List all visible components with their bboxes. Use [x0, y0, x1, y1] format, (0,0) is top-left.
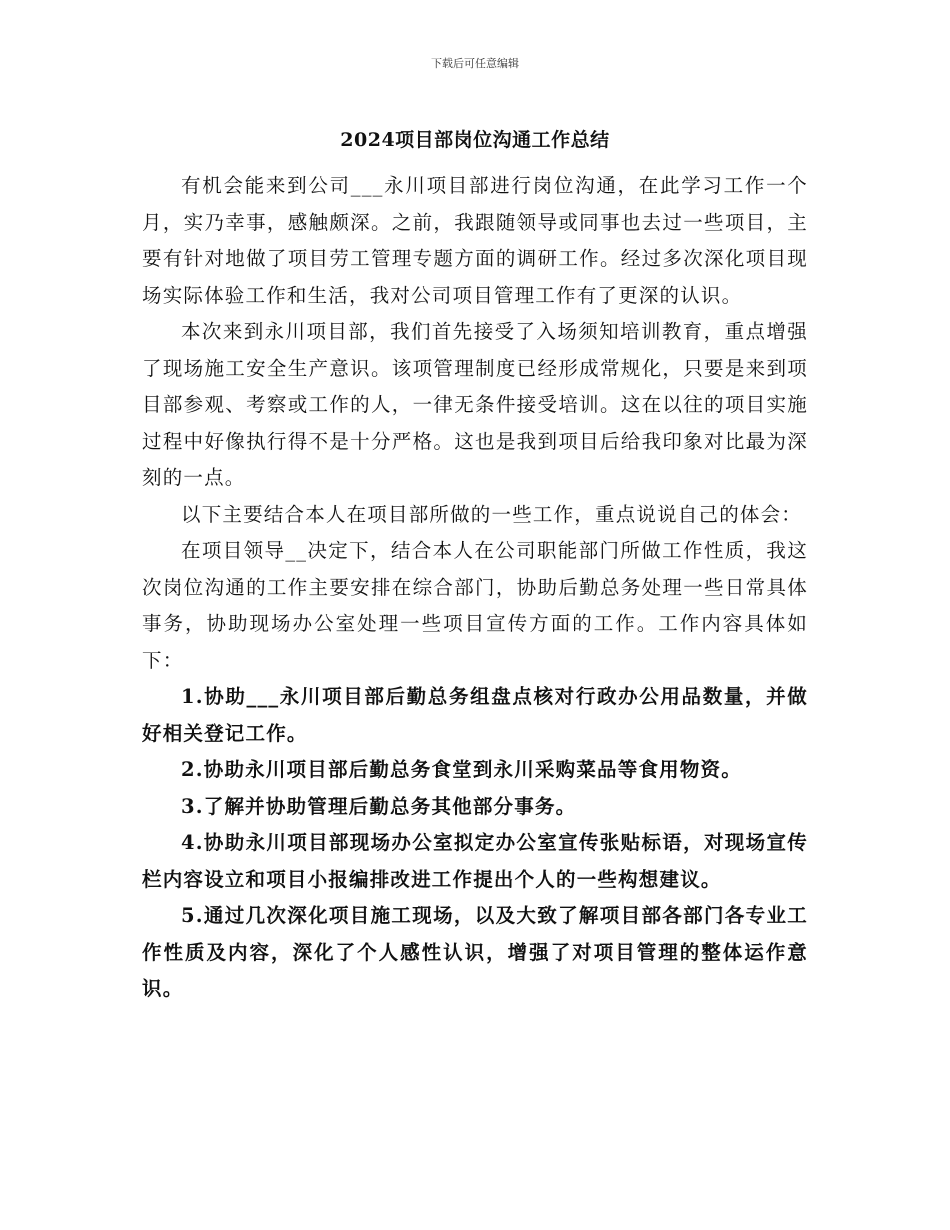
paragraph-work-arrangement: 在项目领导__决定下，结合本人在公司职能部门所做工作性质，我这次岗位沟通的工作主要安排在综合部门，协助后勤总务处理一些日常具体事务，协助现场办公室处理一些项目宣传方面的工作。工作内容具体如下： — [142, 539, 808, 672]
document-body — [142, 168, 808, 1008]
list-item: 4.协助永川项目部现场办公室拟定办公室宣传张贴标语，对现场宣传栏内容设立和项目小报编排改进工作提出个人的一些构想建议。 — [142, 831, 808, 891]
paragraph-training: 本次来到永川项目部，我们首先接受了入场须知培训教育，重点增强了现场施工安全生产意识。该项管理制度已经形成常规化，只要是来到项目部参观、考察或工作的人，一律无条件接受培训。这在以往的项目实施过程中好像执行得不是十分严格。这也是我到项目后给我印象对比最为深刻的一点。 — [142, 320, 808, 489]
page-header-note: 下载后可任意编辑 — [431, 57, 519, 70]
list-item: 3.了解并协助管理后勤总务其他部分事务。 — [181, 794, 577, 818]
paragraph-intro: 有机会能来到公司___永川项目部进行岗位沟通，在此学习工作一个月，实乃幸事，感触颇深。之前，我跟随领导或同事也去过一些项目，主要有针对地做了项目劳工管理专题方面的调研工作。经过多次深化项目现场实际体验工作和生活，我对公司项目管理工作有了更深的认识。 — [142, 174, 808, 307]
document-title: 2024项目部岗位沟通工作总结 — [340, 129, 610, 151]
list-item: 5.通过几次深化项目施工现场，以及大致了解项目部各部门各专业工作性质及内容，深化了个人感性认识，增强了对项目管理的整体运作意识。 — [142, 904, 808, 1000]
paragraph-experience-lead: 以下主要结合本人在项目部所做的一些工作，重点说说自己的体会： — [181, 502, 803, 526]
list-item: 1.协助___永川项目部后勤总务组盘点核对行政办公用品数量，并做好相关登记工作。 — [142, 685, 808, 745]
list-item: 2.协助永川项目部后勤总务食堂到永川采购菜品等食用物资。 — [181, 758, 742, 781]
